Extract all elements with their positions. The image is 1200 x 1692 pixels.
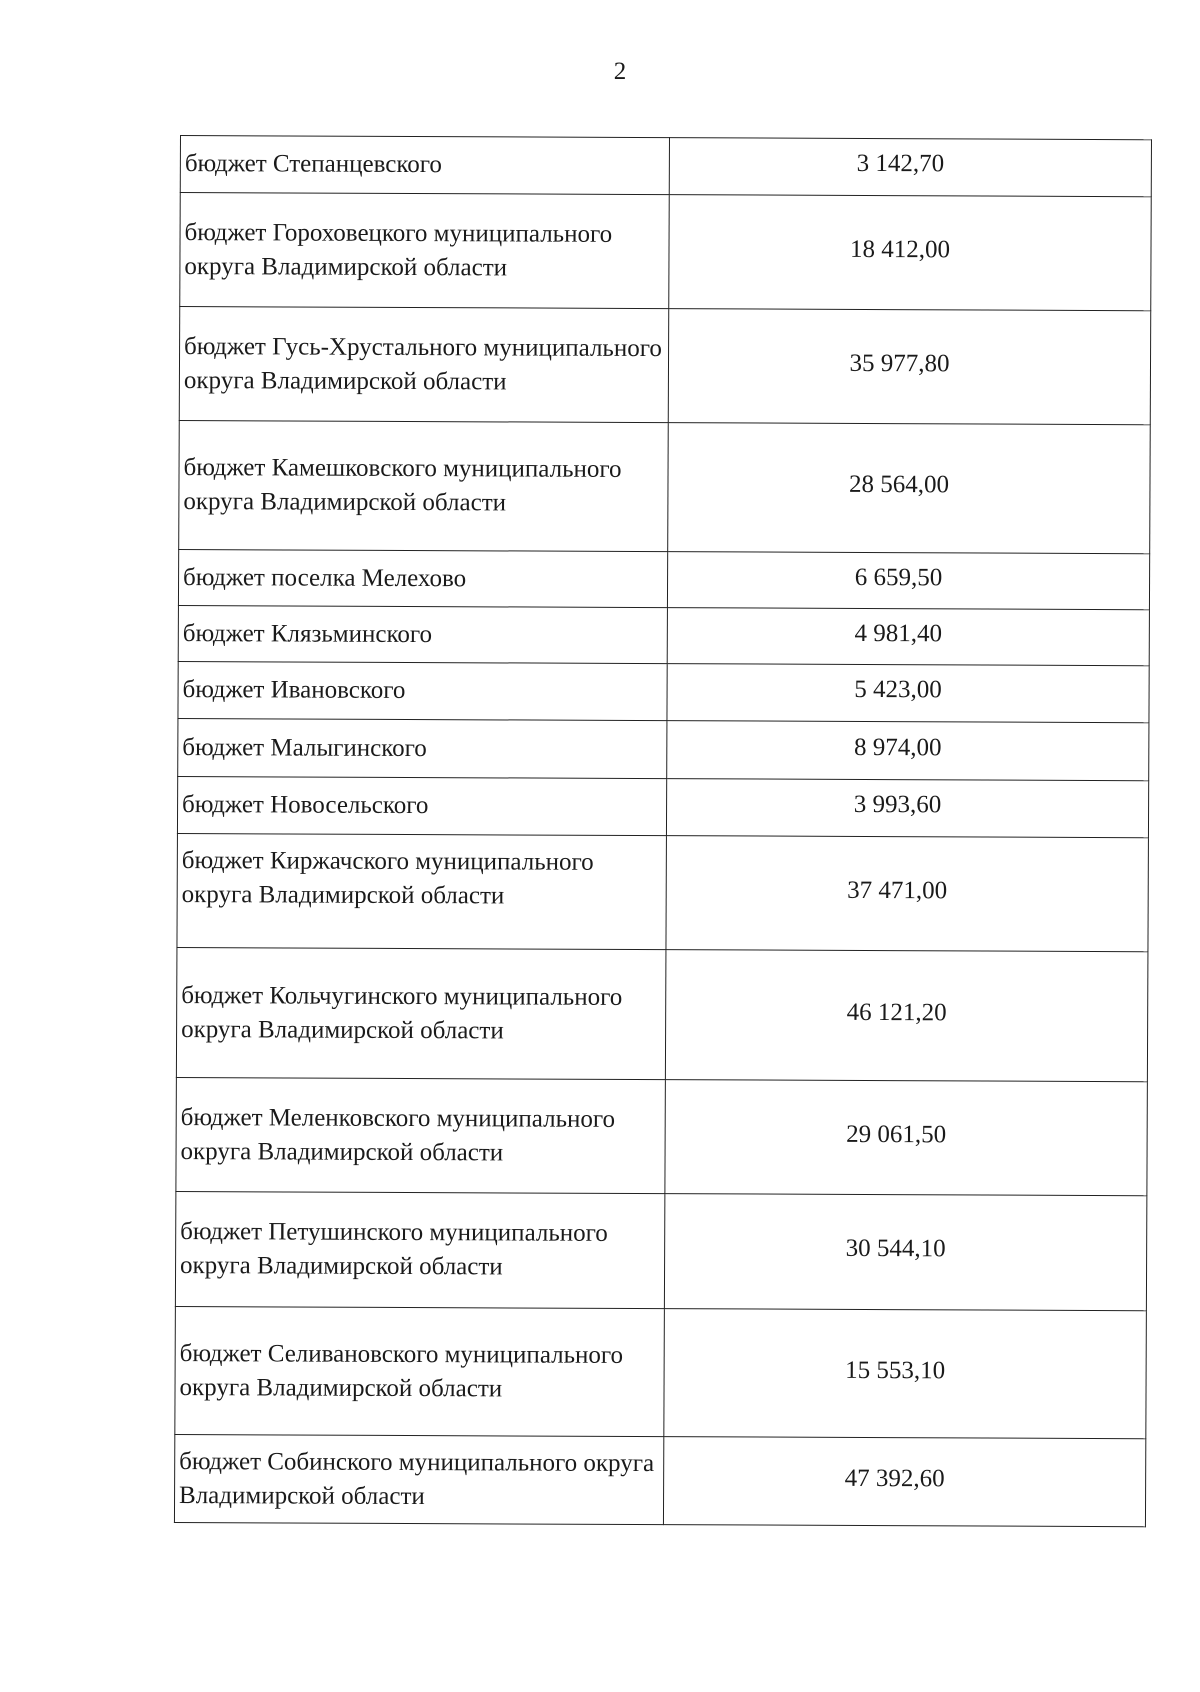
row-value: 6 659,50 <box>667 552 1149 610</box>
budget-table <box>174 135 1152 1527</box>
row-name: бюджет Меленковского муниципального округа Владимирской области <box>176 1077 665 1193</box>
row-value: 29 061,50 <box>665 1080 1147 1196</box>
row-value: 3 993,60 <box>666 779 1148 838</box>
row-name: бюджет Киржачского муниципального округа Владимирской области <box>177 833 666 949</box>
row-value: 3 142,70 <box>669 138 1151 197</box>
table-row <box>178 718 1149 780</box>
row-name: бюджет поселка Мелехово <box>178 549 667 607</box>
row-value: 8 974,00 <box>667 721 1149 781</box>
row-name: бюджет Степанцевского <box>180 136 669 195</box>
table-row <box>175 1191 1146 1310</box>
row-value: 47 392,60 <box>663 1437 1145 1527</box>
table-row <box>179 307 1150 425</box>
row-name: бюджет Собинского муниципального округа Владимирской области <box>174 1434 663 1524</box>
table-row <box>180 136 1151 197</box>
row-name: бюджет Гороховецкого муниципального округа Владимирской области <box>180 193 669 309</box>
row-value: 5 423,00 <box>667 664 1149 723</box>
row-name: бюджет Селивановского муниципального округа Владимирской области <box>175 1306 665 1436</box>
row-name: бюджет Клязьминского <box>178 605 667 663</box>
table-row <box>175 1306 1147 1438</box>
row-name: бюджет Гусь-Хрустального муниципального округа Владимирской области <box>179 307 668 423</box>
row-value: 4 981,40 <box>667 608 1149 666</box>
table-row <box>179 420 1151 553</box>
budget-table-container <box>174 135 1152 1527</box>
row-name: бюджет Новосельского <box>177 776 666 835</box>
row-value: 46 121,20 <box>665 950 1148 1082</box>
row-name: бюджет Кольчугинского муниципального округа Владимирской области <box>176 947 666 1079</box>
row-name: бюджет Малыгинского <box>178 718 667 778</box>
row-value: 37 471,00 <box>666 836 1148 952</box>
row-value: 35 977,80 <box>668 309 1150 425</box>
row-value: 18 412,00 <box>669 195 1151 311</box>
row-value: 15 553,10 <box>664 1309 1147 1439</box>
table-row <box>177 833 1148 951</box>
table-row <box>178 661 1149 722</box>
row-name: бюджет Камешковского муниципального округа Владимирской области <box>179 420 669 551</box>
row-name: бюджет Ивановского <box>178 661 667 720</box>
row-value: 30 544,10 <box>664 1194 1146 1311</box>
row-name: бюджет Петушинского муниципального округа Владимирской области <box>175 1191 664 1308</box>
table-row <box>174 1434 1145 1526</box>
table-row <box>176 947 1148 1081</box>
page-number: 2 <box>613 58 627 85</box>
table-row <box>177 776 1148 837</box>
table-row <box>178 605 1149 665</box>
row-value: 28 564,00 <box>668 423 1151 554</box>
table-row <box>176 1077 1147 1195</box>
table-row <box>180 193 1151 311</box>
table-row <box>178 549 1149 609</box>
